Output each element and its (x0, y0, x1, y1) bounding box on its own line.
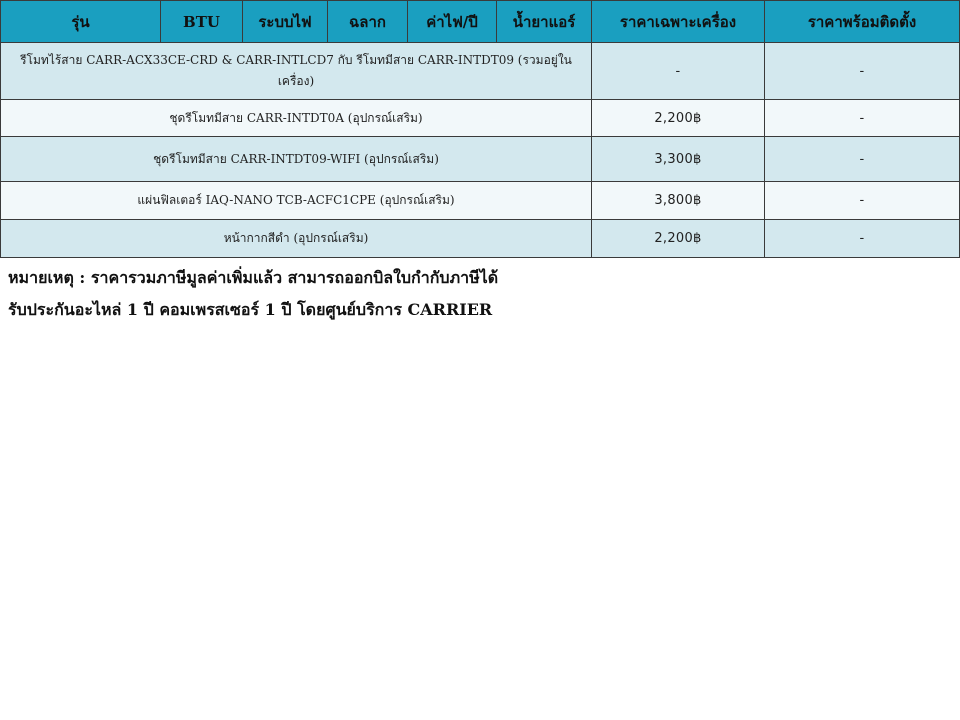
header-power-system: ระบบไฟ (243, 1, 328, 43)
row-unit-price: 3,300฿ (592, 137, 765, 182)
header-model: รุ่น (1, 1, 161, 43)
header-refrigerant: น้ำยาแอร์ (497, 1, 592, 43)
row-description: ชุดรีโมทมีสาย CARR-INTDT0A (อุปกรณ์เสริม) (1, 100, 592, 137)
row-description: หน้ากากสีดำ (อุปกรณ์เสริม) (1, 220, 592, 258)
row-installed-price: - (765, 43, 960, 100)
table-row (1, 43, 960, 100)
row-description: แผ่นฟิลเตอร์ IAQ-NANO TCB-ACFC1CPE (อุปกรณ์เสริม) (1, 182, 592, 220)
row-installed-price: - (765, 100, 960, 137)
table-row (1, 220, 960, 258)
header-unit-price: ราคาเฉพาะเครื่อง (592, 1, 765, 43)
accessory-price-table (0, 0, 960, 258)
notes-section (8, 262, 498, 326)
header-btu: BTU (161, 1, 243, 43)
table-row (1, 137, 960, 182)
header-electricity-cost: ค่าไฟ/ปี (408, 1, 497, 43)
row-installed-price: - (765, 220, 960, 258)
row-installed-price: - (765, 182, 960, 220)
header-installed-price: ราคาพร้อมติดตั้ง (765, 1, 960, 43)
row-unit-price: 2,200฿ (592, 220, 765, 258)
vat-note: หมายเหตุ : ราคารวมภาษีมูลค่าเพิ่มแล้ว สามารถออกบิลใบกำกับภาษีได้ (8, 268, 499, 287)
table-header-row (1, 1, 960, 43)
warranty-note: รับประกันอะไหล่ 1 ปี คอมเพรสเซอร์ 1 ปี โดยศูนย์บริการ CARRIER (8, 300, 493, 319)
row-installed-price: - (765, 137, 960, 182)
table-row (1, 100, 960, 137)
row-unit-price: 3,800฿ (592, 182, 765, 220)
row-unit-price: - (592, 43, 765, 100)
row-description: ชุดรีโมทมีสาย CARR-INTDT09-WIFI (อุปกรณ์เสริม) (1, 137, 592, 182)
table-row (1, 182, 960, 220)
row-description: รีโมทไร้สาย CARR-ACX33CE-CRD & CARR-INTLCD7 กับ รีโมทมีสาย CARR-INTDT09 (รวมอยู่ในเครื่อง) (1, 43, 592, 100)
row-unit-price: 2,200฿ (592, 100, 765, 137)
header-energy-label: ฉลาก (328, 1, 408, 43)
